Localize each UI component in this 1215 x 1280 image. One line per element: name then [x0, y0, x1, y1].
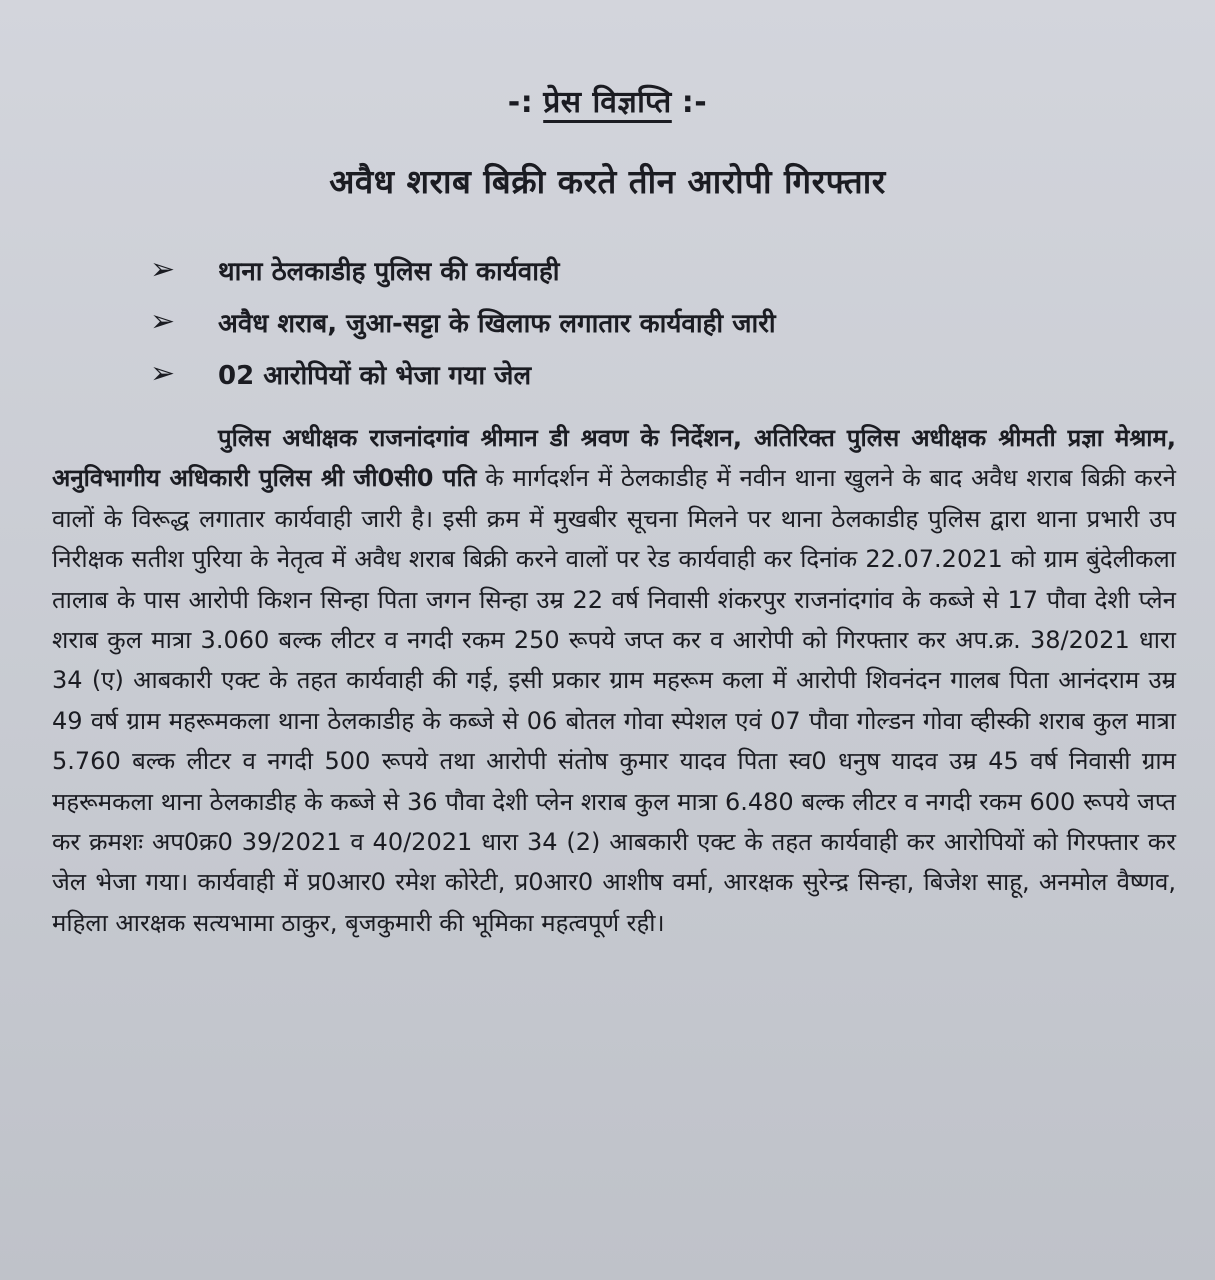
body-text: के मार्गदर्शन में ठेलकाडीह में नवीन थाना खुलने के बाद अवैध शराब बिक्री करने वालों के विरूद्ध लगातार कार्यवाही जारी है। इसी क्रम में मुखबीर सूचना मिलने पर थाना ठेलकाडीह पुलिस द्वारा थाना प्रभारी उप निरीक्षक सतीश पुरिया के नेतृत्व में अवैध शराब बिक्री करने वालों पर रेड कार्यवाही कर दिनांक 22.07.2021 को ग्राम बुंदेलीकला तालाब के पास आरोपी किशन सिन्हा पिता जगन सिन्हा उम्र 22 वर्ष निवासी शंकरपुर राजनांदगांव के कब्जे से 17 पौवा देशी प्लेन शराब कुल मात्रा 3.060 बल्क लीटर व नगदी रकम 250 रूपये जप्त कर व आरोपी को गिरफ्तार कर अप.क्र. 38/2021 धारा 34 (ए) आबकारी एक्ट के तहत कार्यवाही की गई, इसी प्रकार ग्राम महरूम कला में आरोपी शिवनंदन गालब पिता आनंदराम उम्र 49 वर्ष ग्राम महरूमकला थाना ठेलकाडीह के कब्जे से 06 बोतल गोवा स्पेशल एवं 07 पौवा गोल्डन गोवा व्हीस्की शराब कुल मात्रा 5.760 बल्क लीटर व नगदी 500 रूपये तथा आरोपी संतोष कुमार यादव पिता स्व0 धनुष यादव उम्र 45 वर्ष निवासी ग्राम महरूमकला थाना ठेलकाडीह के कब्जे से 36 पौवा देशी प्लेन शराब कुल मात्रा 6.480 बल्क लीटर व नगदी रकम 600 रूपये जप्त कर क्रमशः अप0क्र0 39/2021 व 40/2021 धारा 34 (2) आबकारी एक्ट के तहत कार्यवाही कर आरोपियों को गिरफ्तार कर जेल भेजा गया। कार्यवाही में प्र0आर0 रमेश कोरेटी, प्र0आर0 आशीष वर्मा, आरक्षक सुरेन्द्र सिन्हा, बिजेश साहू, अनमोल वैष्णव, महिला आरक्षक सत्यभामा ठाकुर, बृजकुमारी की भूमिका महत्वपूर्ण रही। [52, 464, 1176, 937]
heading-title: प्रेस विज्ञप्ति [543, 85, 672, 120]
headline: अवैध शराब बिक्री करते तीन आरोपी गिरफ्तार [329, 162, 886, 201]
highlight-text: 02 आरोपियों को भेजा गया जेल [218, 361, 532, 391]
highlight-item [150, 348, 776, 400]
highlight-text: अवैध शराब, जुआ-सट्टा के खिलाफ लगातार कार्यवाही जारी [218, 309, 776, 339]
highlight-item [150, 244, 776, 296]
arrow-bullet-icon: ➢ [150, 252, 176, 287]
document-heading [0, 80, 1215, 121]
body-paragraph [52, 418, 1176, 943]
arrow-bullet-icon: ➢ [150, 304, 176, 339]
highlights-list [150, 244, 776, 400]
heading-prefix: -: [507, 85, 534, 120]
highlight-text: थाना ठेलकाडीह पुलिस की कार्यवाही [218, 257, 560, 287]
body-lead: पुलिस अधीक्षक राजनांदगांव श्रीमान डी श्रवण के निर्देशन, अतिरिक्त पुलिस अधीक्षक श्रीमती प्रज्ञा मेश्राम, अनुविभागीय अधिकारी पुलिस श्री जी0सी0 पति [52, 424, 1176, 493]
highlight-item [150, 296, 776, 348]
arrow-bullet-icon: ➢ [150, 356, 176, 391]
heading-suffix: :- [681, 85, 708, 120]
